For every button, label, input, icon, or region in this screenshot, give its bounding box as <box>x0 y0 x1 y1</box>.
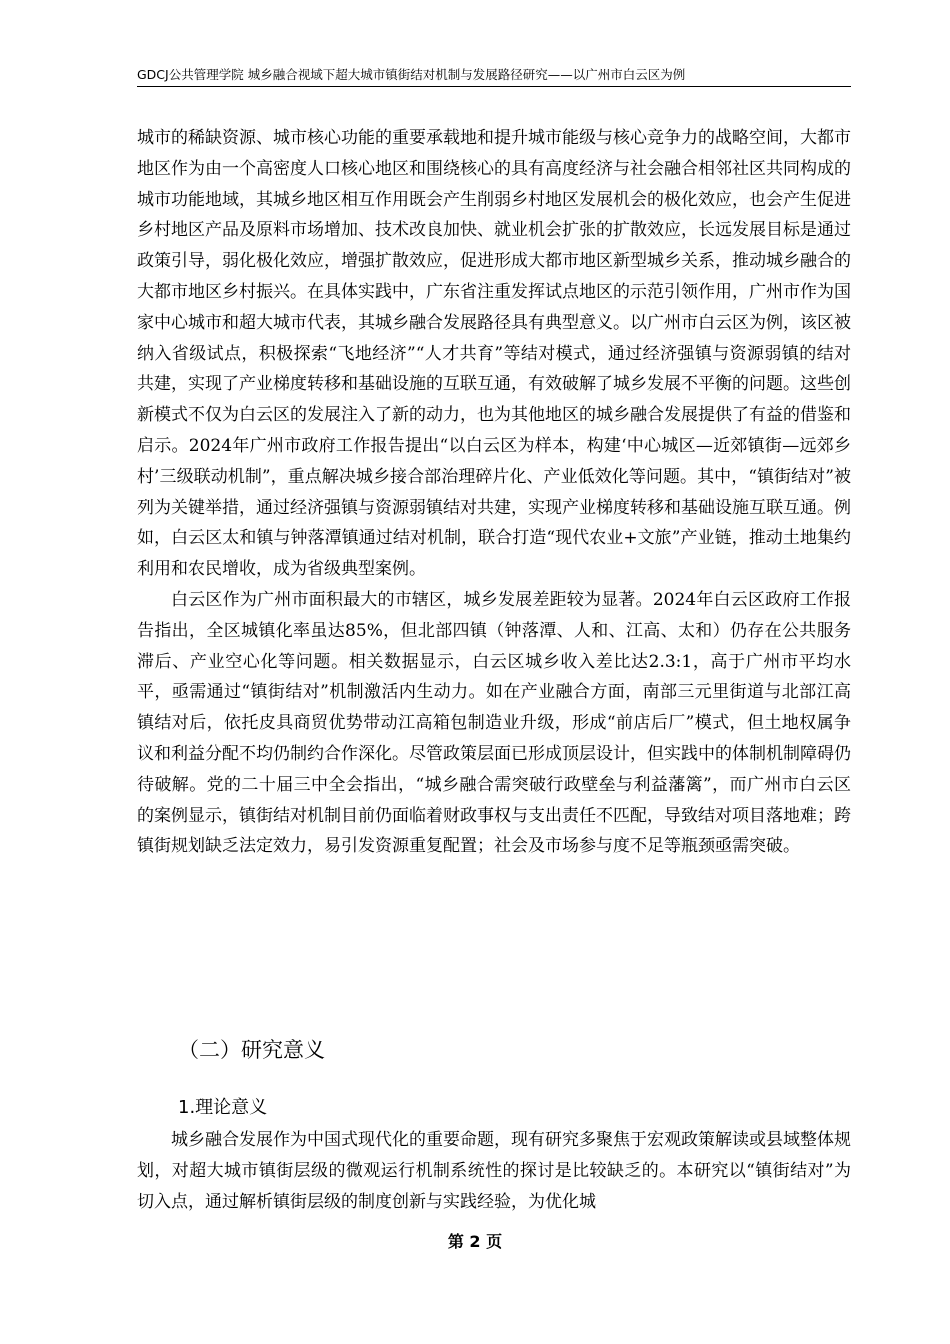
body-paragraph-continued: 城市的稀缺资源、城市核心功能的重要承载地和提升城市能级与核心竞争力的战略空间，大都市地区作为由一个高密度人口核心地区和围绕核心的具有高度经济与社会融合相邻社区共同构成的城市功能地域，其城乡地区相互作用既会产生削弱乡村地区发展机会的极化效应，也会产生促进乡村地区产品及原料市场增加、技术改良加快、就业机会扩张的扩散效应，长远发展目标是通过政策引导，弱化极化效应，增强扩散效应，促进形成大都市地区新型城乡关系，推动城乡融合的大都市地区乡村振兴。在具体实践中，广东省注重发挥试点地区的示范引领作用，广州市作为国家中心城市和超大城市代表，其城乡融合发展路径具有典型意义。以广州市白云区为例，该区被纳入省级试点，积极探索“飞地经济”“人才共育”等结对模式，通过经济强镇与资源弱镇的结对共建，实现了产业梯度转移和基础设施的互联互通，有效破解了城乡发展不平衡的问题。这些创新模式不仅为白云区的发展注入了新的动力，也为其他地区的城乡融合发展提供了有益的借鉴和启示。2024年广州市政府工作报告提出“以白云区为样本，构建‘中心城区—近郊镇街—远郊乡村’三级联动机制”，重点解决城乡接合部治理碎片化、产业低效化等问题。其中，“镇街结对”被列为关键举措，通过经济强镇与资源弱镇结对共建，实现产业梯度转移和基础设施互联互通。例如，白云区太和镇与钟落潭镇通过结对机制，联合打造“现代农业+文旅”产业链，推动土地集约利用和农民增收，成为省级典型案例。 <box>137 128 851 580</box>
main-body <box>137 123 851 862</box>
subsection-heading: 1.理论意义 <box>178 1097 268 1118</box>
page-number: 第 2 页 <box>447 1232 503 1251</box>
section-heading: （二）研究意义 <box>178 1038 325 1062</box>
body-paragraph: 白云区作为广州市面积最大的市辖区，城乡发展差距较为显著。2024年白云区政府工作报告指出，全区城镇化率虽达85%，但北部四镇（钟落潭、人和、江高、太和）仍存在公共服务滞后、产业空心化等问题。相关数据显示，白云区城乡收入差比达2.3:1，高于广州市平均水平，亟需通过“镇街结对”机制激活内生动力。如在产业融合方面，南部三元里街道与北部江高镇结对后，依托皮具商贸优势带动江高箱包制造业升级，形成“前店后厂”模式，但土地权属争议和利益分配不均仍制约合作深化。尽管政策层面已形成顶层设计，但实践中的体制机制障碍仍待破解。党的二十届三中全会指出，“城乡融合需突破行政壁垒与利益藩篱”，而广州市白云区的案例显示，镇街结对机制目前仍面临着财政事权与支出责任不匹配，导致结对项目落地难；跨镇街规划缺乏法定效力，易引发资源重复配置；社会及市场参与度不足等瓶颈亟需突破。 <box>137 589 851 857</box>
theory-body <box>137 1125 851 1217</box>
running-header: GDCJ公共管理学院 城乡融合视域下超大城市镇街结对机制与发展路径研究——以广州市白云区为例 <box>137 64 851 87</box>
body-paragraph: 城乡融合发展作为中国式现代化的重要命题，现有研究多聚焦于宏观政策解读或县域整体规划，对超大城市镇街层级的微观运行机制系统性的探讨是比较缺乏的。本研究以“镇街结对”为切入点，通过解析镇街层级的制度创新与实践经验，为优化城 <box>137 1130 851 1212</box>
